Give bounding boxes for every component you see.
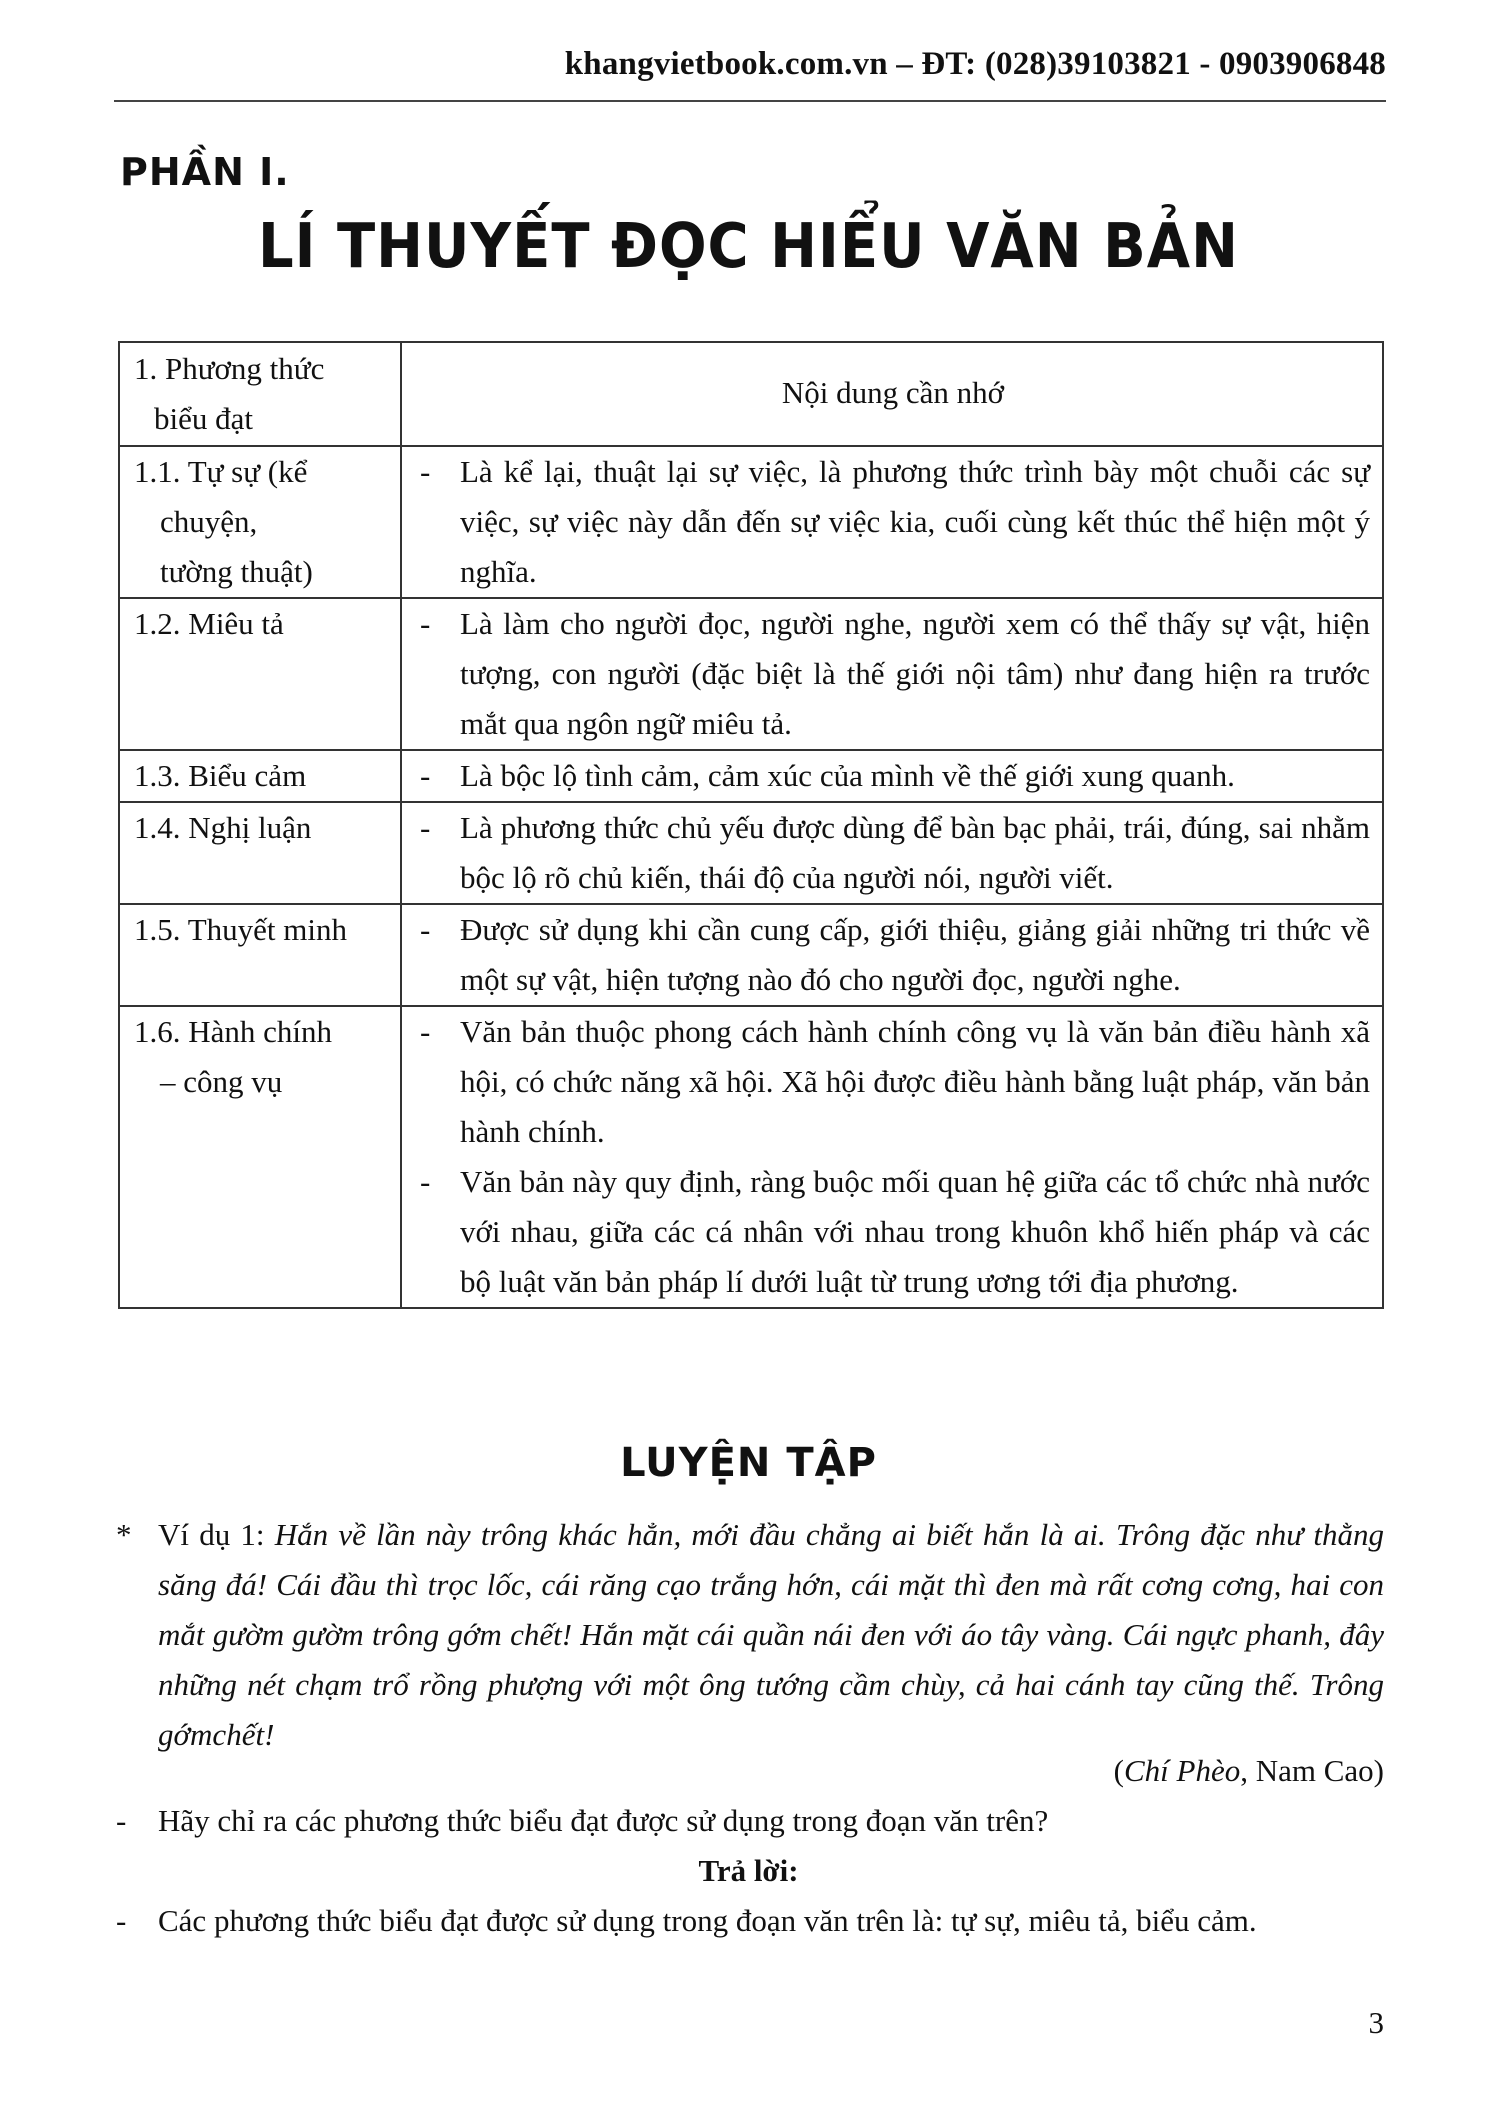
- practice-title: LUYỆN TẬP: [620, 1440, 877, 1486]
- mode-cell: [119, 1006, 401, 1308]
- table-row: [119, 802, 1383, 904]
- table-row: [119, 750, 1383, 802]
- bullet-text: Văn bản này quy định, ràng buộc mối quan hệ giữa các tổ chức nhà nước với nhau, giữa các cá nhân với nhau trong khuôn khổ hiến pháp và các bộ luật văn bản pháp lí dưới luật từ trung ương tới địa phương.: [460, 1164, 1370, 1299]
- theory-table: [118, 341, 1384, 1309]
- mode-label: tường thuật): [160, 554, 313, 589]
- answer-dash: -: [116, 1903, 127, 1938]
- header-mode-line: 1. Phương thức: [134, 351, 325, 386]
- question-item: [116, 1796, 1384, 1846]
- example-source: [116, 1746, 1384, 1796]
- content-cell: [401, 598, 1383, 750]
- mode-label: chuyện,: [160, 504, 258, 539]
- bullet-dash: -: [420, 606, 431, 641]
- content-bullet: [416, 447, 1370, 597]
- source-work: Chí Phèo: [1123, 1753, 1241, 1788]
- header-content-cell: Nội dung cần nhớ: [401, 342, 1383, 446]
- main-title: LÍ THUYẾT ĐỌC HIỂU VĂN BẢN: [257, 210, 1240, 283]
- bullet-text: Là bộc lộ tình cảm, cảm xúc của mình về thế giới xung quanh.: [460, 758, 1235, 793]
- bullet-dash: -: [420, 1164, 431, 1199]
- content-bullet: [416, 751, 1370, 801]
- content-bullet: [416, 599, 1370, 749]
- mode-cell: [119, 904, 401, 1006]
- header-divider: [114, 100, 1386, 102]
- answer-label: Trả lời:: [698, 1853, 799, 1888]
- answer-text: Các phương thức biểu đạt được sử dụng trong đoạn văn trên là: tự sự, miêu tả, biểu cảm.: [158, 1903, 1257, 1938]
- mode-label: 1.6. Hành chính: [134, 1014, 333, 1049]
- mode-label: 1.4. Nghị luận: [134, 810, 312, 845]
- table-header-row: [119, 342, 1383, 446]
- bullet-text: Là làm cho người đọc, người nghe, người xem có thể thấy sự vật, hiện tượng, con người (đặc biệt là thế giới nội tâm) như đang hiện ra trước mắt qua ngôn ngữ miêu tả.: [460, 606, 1370, 741]
- table-row: [119, 1006, 1383, 1308]
- part-label: PHẦN I.: [120, 150, 290, 194]
- example-label: Ví dụ 1:: [158, 1517, 275, 1552]
- page-header: khangvietbook.com.vn – ĐT: (028)39103821 - 0903906848: [564, 46, 1386, 82]
- example-marker: *: [116, 1517, 132, 1552]
- mode-label: 1.1. Tự sự (kể: [134, 454, 308, 489]
- content-bullet: [416, 803, 1370, 903]
- header-mode-line: biểu đạt: [154, 401, 253, 436]
- mode-cell: [119, 598, 401, 750]
- bullet-text: Được sử dụng khi cần cung cấp, giới thiệu, giảng giải những tri thức về một sự vật, hiện tượng nào đó cho người đọc, người nghe.: [460, 912, 1370, 997]
- content-bullet: [416, 1157, 1370, 1307]
- bullet-text: Là phương thức chủ yếu được dùng để bàn bạc phải, trái, đúng, sai nhằm bộc lộ rõ chủ kiến, thái độ của người nói, người viết.: [460, 810, 1370, 895]
- bullet-dash: -: [420, 454, 431, 489]
- table-row: [119, 598, 1383, 750]
- mode-cell: [119, 750, 401, 802]
- answer-item: [116, 1896, 1384, 1946]
- content-bullet: [416, 905, 1370, 1005]
- mode-cell: [119, 446, 401, 598]
- question-dash: -: [116, 1803, 127, 1838]
- content-cell: [401, 750, 1383, 802]
- mode-label: 1.5. Thuyết minh: [134, 912, 347, 947]
- bullet-dash: -: [420, 758, 431, 793]
- question-text: Hãy chỉ ra các phương thức biểu đạt được sử dụng trong đoạn văn trên?: [158, 1803, 1049, 1838]
- example-body: [158, 1510, 1384, 1760]
- content-cell: [401, 904, 1383, 1006]
- mode-label: – công vụ: [160, 1064, 283, 1099]
- bullet-text: Văn bản thuộc phong cách hành chính công vụ là văn bản điều hành xã hội, có chức năng xã hội. Xã hội được điều hành bằng luật pháp, văn bản hành chính.: [460, 1014, 1370, 1149]
- mode-cell: [119, 802, 401, 904]
- content-cell: [401, 446, 1383, 598]
- source-open: (: [1113, 1753, 1124, 1788]
- content-cell: [401, 1006, 1383, 1308]
- bullet-dash: -: [420, 912, 431, 947]
- header-mode-cell: [119, 342, 401, 446]
- source-rest: , Nam Cao): [1240, 1753, 1384, 1788]
- example-block: [116, 1510, 1384, 1760]
- bullet-text: Là kể lại, thuật lại sự việc, là phương thức trình bày một chuỗi các sự việc, sự việc này dẫn đến sự việc kia, cuối cùng kết thúc thể hiện một ý nghĩa.: [460, 454, 1370, 589]
- content-bullet: [416, 1007, 1370, 1157]
- bullet-dash: -: [420, 810, 431, 845]
- table-row: [119, 904, 1383, 1006]
- mode-label: 1.3. Biểu cảm: [134, 758, 307, 793]
- table-row: [119, 446, 1383, 598]
- mode-label: 1.2. Miêu tả: [134, 606, 284, 641]
- example-quote: Hắn về lần này trông khác hẳn, mới đầu chẳng ai biết hắn là ai. Trông đặc như thằng săng đá! Cái đầu thì trọc lốc, cái răng cạo trắng hớn, cái mặt thì đen mà rất cơng cơng, hai con mắt gườm gườm trông gớm chết! Hắn mặt cái quần nái đen với áo tây vàng. Cái ngực phanh, đây những nét chạm trổ rồng phượng với một ông tướng cầm chùy, cả hai cánh tay cũng thế. Trông gớmchết!: [158, 1517, 1384, 1752]
- page-number: 3: [1368, 2005, 1384, 2040]
- bullet-dash: -: [420, 1014, 431, 1049]
- content-cell: [401, 802, 1383, 904]
